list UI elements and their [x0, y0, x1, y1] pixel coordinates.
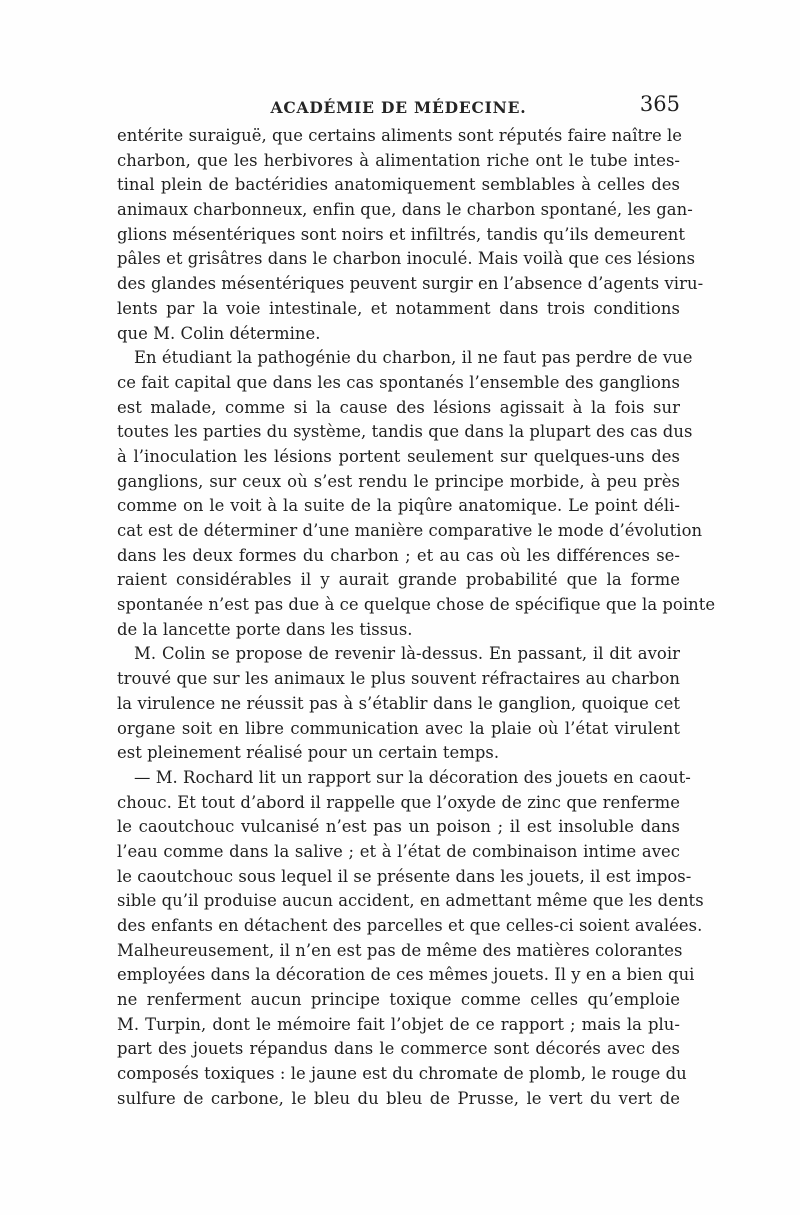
text-line: cat est de déterminer d’une manière comparative le mode d’évolution — [117, 521, 703, 540]
text-line: des glandes mésentériques peuvent surgir en l’absence d’agents viru- — [117, 274, 704, 294]
text-line: la virulence ne réussit pas à s’établir dans le ganglion, quoique cet — [117, 693, 680, 713]
text-line: composés toxiques : le jaune est du chromate de plomb, le rouge du — [117, 1064, 687, 1084]
text-line: est pleinement réalisé pour un certain temps. — [117, 743, 500, 763]
text-line: M. Turpin, dont le mémoire fait l’objet de ce rapport ; mais la plu- — [117, 1014, 680, 1034]
text-line: part des jouets répandus dans le commerce sont décorés avec des — [117, 1039, 680, 1059]
paragraph-colin — [117, 642, 680, 765]
text-line: ganglions, sur ceux où s’est rendu le principe morbide, à peu près — [117, 471, 680, 491]
text-line: l’eau comme dans la salive ; et à l’état de combinaison intime avec — [117, 841, 680, 861]
text-line: entérite suraiguë, que certains aliments sont réputés faire naître le — [117, 126, 683, 145]
text-line: chouc. Et tout d’abord il rappelle que l’oxyde de zinc que renferme — [117, 792, 680, 812]
text-line: ce fait capital que dans les cas spontanés l’ensemble des ganglions — [117, 372, 680, 392]
text-line: dans les deux formes du charbon ; et au cas où les différences se- — [117, 545, 680, 565]
body-text — [117, 124, 716, 1112]
text-line: charbon, que les herbivores à alimentation riche ont le tube intes- — [117, 150, 680, 170]
text-line: organe soit en libre communication avec la plaie où l’état virulent — [117, 718, 680, 738]
text-line: à l’inoculation les lésions portent seulement sur quelques-uns des — [117, 446, 680, 466]
text-line: des enfants en détachent des parcelles et que celles-ci soient avalées. — [117, 916, 703, 935]
text-line: M. Colin se propose de revenir là-dessus. En passant, il dit avoir — [134, 644, 680, 664]
text-line: trouvé que sur les animaux le plus souvent réfractaires au charbon — [117, 669, 680, 689]
text-line: le caoutchouc vulcanisé n’est pas un poison ; il est insoluble dans — [117, 817, 680, 837]
text-line: glions mésentériques sont noirs et infiltrés, tandis qu’ils demeurent — [117, 224, 685, 244]
text-line: pâles et grisâtres dans le charbon inoculé. Mais voilà que ces lésions — [117, 249, 696, 269]
text-line: employées dans la décoration de ces mêmes jouets. Il y en a bien qui — [117, 965, 695, 985]
text-line: ne renferment aucun principe toxique comme celles qu’emploie — [117, 990, 680, 1010]
text-line: — M. Rochard lit un rapport sur la décoration des jouets en caout- — [134, 767, 691, 787]
running-head — [117, 92, 680, 124]
text-line: que M. Colin détermine. — [117, 323, 321, 343]
paragraph-pathogenie — [117, 346, 716, 642]
text-line: comme on le voit à la suite de la piqûre anatomique. Le point déli- — [117, 496, 680, 516]
paragraph-enterite — [117, 124, 704, 346]
text-line: Malheureusement, il n’en est pas de même des matières colorantes — [117, 940, 683, 960]
text-line: tinal plein de bactéridies anatomiquement semblables à celles des — [117, 175, 680, 195]
text-line: raient considérables il y aurait grande probabilité que la forme — [117, 570, 680, 590]
text-line: lents par la voie intestinale, et notamment dans trois conditions — [117, 298, 680, 318]
running-title: ACADÉMIE DE MÉDECINE. — [270, 98, 527, 117]
text-line: est malade, comme si la cause des lésions agissait à la fois sur — [117, 397, 680, 417]
text-line: sible qu’il produise aucun accident, en admettant même que les dents — [117, 891, 704, 911]
text-line: de la lancette porte dans les tissus. — [117, 619, 413, 639]
text-line: spontanée n’est pas due à ce quelque chose de spécifique que la pointe — [117, 595, 716, 615]
text-line: le caoutchouc sous lequel il se présente dans les jouets, il est impos- — [117, 866, 692, 886]
text-line: En étudiant la pathogénie du charbon, il ne faut pas perdre de vue — [134, 348, 693, 368]
paragraph-rochard — [117, 766, 704, 1112]
text-line: sulfure de carbone, le bleu du bleu de Prusse, le vert du vert de — [117, 1088, 680, 1108]
text-line: toutes les parties du système, tandis que dans la plupart des cas dus — [117, 422, 693, 442]
text-line: animaux charbonneux, enfin que, dans le charbon spontané, les gan- — [117, 200, 693, 220]
page-number: 365 — [639, 92, 680, 116]
